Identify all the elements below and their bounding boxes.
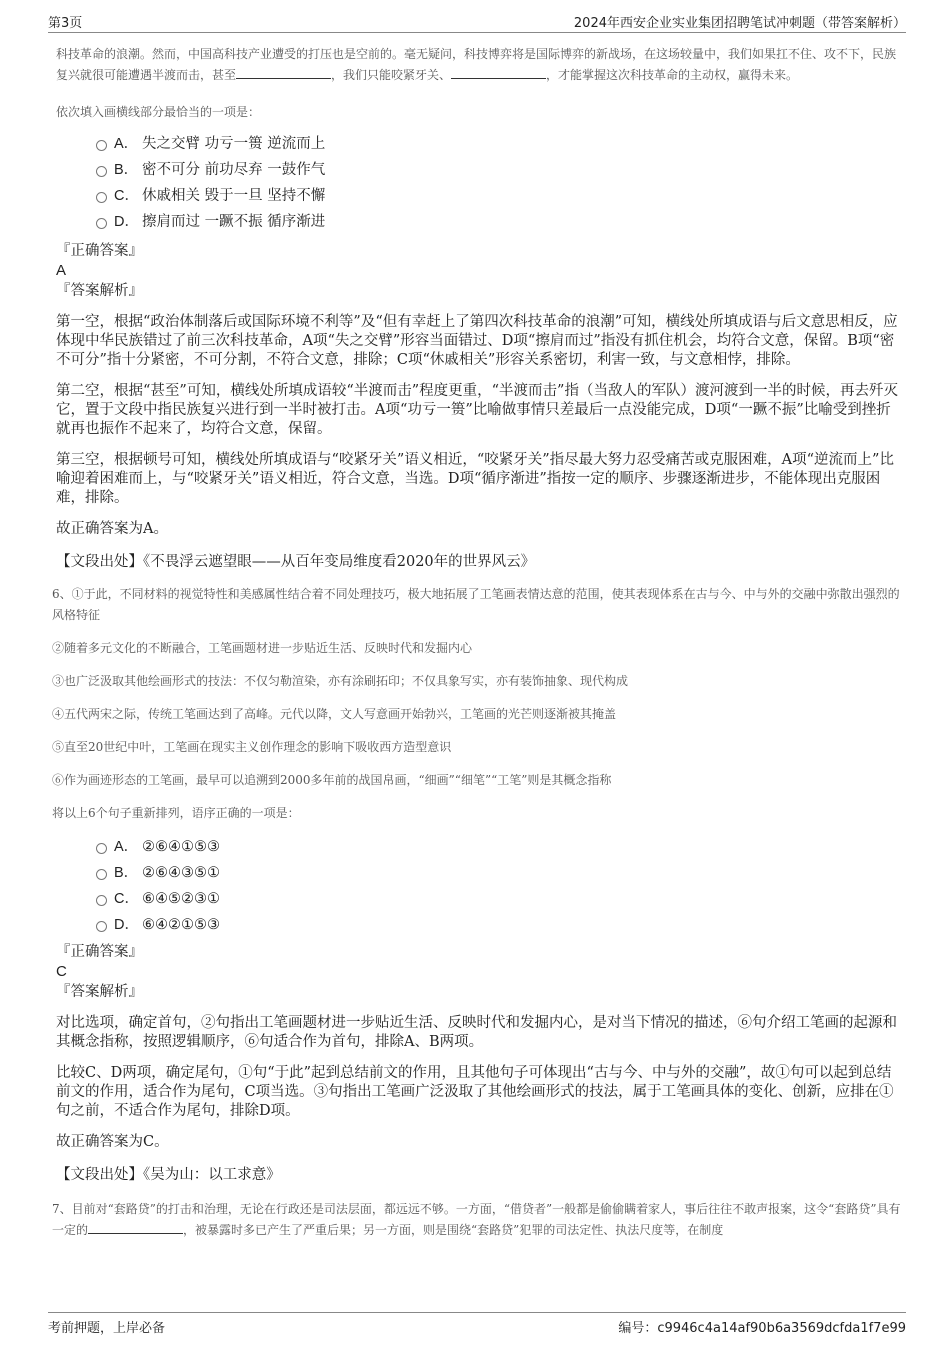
blank-2 (451, 66, 546, 79)
q5-stem-part2: ，我们只能咬紧牙关、 (331, 68, 452, 82)
radio-icon[interactable] (96, 166, 107, 177)
q5-analysis-3: 第三空，根据顿号可知，横线处所填成语与“咬紧牙关”语义相近，“咬紧牙关”指尽最大努力忍受痛苦或克服困难，A项“逆流而上”比喻迎着困难而上，与“咬紧牙关”语义相近，符合文意，当选。D项“循序渐进”指按一定的顺序、步骤逐渐进步，不能体现出克服困难，排除。 (56, 452, 894, 506)
q6-answer: C (56, 963, 67, 980)
q5-option-c[interactable]: C． 休戚相关 毁于一旦 坚持不懈 (56, 183, 902, 209)
q5-options (56, 131, 902, 235)
q5-analysis-4: 故正确答案为A。 (56, 521, 168, 537)
q6-option-c[interactable]: C． ⑥④⑤②③① (56, 886, 902, 912)
q5-answer: A (56, 262, 67, 279)
q5-analysis-2: 第二空，根据“甚至”可知，横线处所填成语较“半渡而击”程度更重，“半渡而击”指（当敌人的军队）渡河渡到一半的时候，再去歼灭它，置于文段中指民族复兴进行到一半时被打击。A项“功亏一篑”比喻做事情只差最后一点没能完成，D项“一蹶不振”比喻受到挫折就再也振作不起来了，均符合文意，保留。 (56, 383, 898, 437)
q7-stem (52, 1199, 902, 1241)
q6-option-b[interactable]: B． ②⑥④③⑤① (56, 860, 902, 886)
q7-stem-part1: 7、目前对“套路贷”的打击和治理，无论在行政还是司法层面，都远远不够。一方面，“借贷者”一般都是偷偷瞒着家人，事后往往不敢声报案，这令“套路贷”具有一定的 (52, 1202, 901, 1237)
blank-1 (236, 66, 331, 79)
q6-options (56, 834, 902, 938)
page-header (48, 10, 906, 33)
document-title: 2024年西安企业实业集团招聘笔试冲刺题（带答案解析） (573, 16, 906, 31)
q5-stem (56, 44, 902, 86)
main-content (52, 36, 902, 1241)
q6-option-d[interactable]: D． ⑥④②①⑤③ (56, 912, 902, 938)
radio-icon[interactable] (96, 921, 107, 932)
q5-prompt: 依次填入画横线部分最恰当的一项是： (56, 105, 261, 119)
q6-answer-label: 『正确答案』 (56, 944, 143, 960)
q6-analysis-1: 对比选项，确定首句，②句指出工笔画题材进一步贴近生活、反映时代和发掘内心，是对当下情况的描述，⑥句介绍工笔画的起源和其概念指称，按照逻辑顺序，⑥句适合作为首句，排除A、B两项。 (56, 1015, 897, 1050)
q6-source: 【文段出处】《吴为山：以工求意》 (56, 1167, 281, 1183)
radio-icon[interactable] (96, 895, 107, 906)
radio-icon[interactable] (96, 218, 107, 229)
q5-analysis-1: 第一空，根据“政治体制落后或国际环境不利等”及“但有幸赶上了第四次科技革命的浪潮”可知，横线处所填成语与后文意思相反，应体现中华民族错过了前三次科技革命，A项“失之交臂”形容当面错过、D项“擦肩而过”指没有抓住机会，均符合文意，保留。B项“密不可分”指十分紧密，不可分割，不符合文意，排除；C项“休戚相关”形容关系密切，利害一致，与文意相悖，排除。 (56, 314, 898, 368)
footer-slogan: 考前押题，上岸必备 (48, 1321, 166, 1336)
q5-stem-part1: 科技革命的浪潮。然而，中国高科技产业遭受的打压也是空前的。毫无疑问，科技博弈将是国际博弈的新战场，在这场较量中，我们如果扛不住、攻不下，民族复兴就很可能遭遇半渡而击，甚至 (56, 47, 897, 82)
page-number: 第3页 (48, 16, 83, 31)
q6-sentence-5: ⑤直至20世纪中叶，工笔画在现实主义创作理念的影响下吸收西方造型意识 (52, 740, 452, 754)
q6-analysis-2: 比较C、D两项，确定尾句，①句“于此”起到总结前文的作用，且其他句子可体现出“古与今、中与外的交融”，故①句可以起到总结前文的作用，适合作为尾句，C项当选。③句指出工笔画广泛汲取了其他绘画形式的技法，属于工笔画具体的变化、创新，应排在①句之前，不适合作为尾句，排除D项。 (56, 1065, 894, 1119)
q5-answer-label: 『正确答案』 (56, 243, 143, 259)
q5-stem-part3: ，才能掌握这次科技革命的主动权，赢得未来。 (546, 68, 799, 82)
q5-option-d[interactable]: D． 擦肩而过 一蹶不振 循序渐进 (56, 209, 902, 235)
radio-icon[interactable] (96, 192, 107, 203)
q6-analysis-3: 故正确答案为C。 (56, 1134, 169, 1150)
radio-icon[interactable] (96, 843, 107, 854)
q6-sentence-4: ④五代两宋之际，传统工笔画达到了高峰。元代以降，文人写意画开始勃兴，工笔画的光芒则逐渐被其掩盖 (52, 707, 617, 721)
q5-option-b[interactable]: B． 密不可分 前功尽弃 一鼓作气 (56, 157, 902, 183)
q6-sentence-1: 6、①于此，不同材料的视觉特性和美感属性结合着不同处理技巧，极大地拓展了工笔画表情达意的范围，使其表现体系在古与今、中与外的交融中弥散出强烈的风格特征 (52, 587, 900, 622)
page-footer (48, 1312, 906, 1339)
q7-stem-part2: ，被暴露时多已产生了严重后果；另一方面，则是围绕“套路贷”犯罪的司法定性、执法尺度等，在制度 (183, 1223, 724, 1237)
document-id: 编号：c9946c4a14af90b6a3569dcfda1f7e99 (618, 1321, 906, 1336)
q6-sentence-6: ⑥作为画迹形态的工笔画，最早可以追溯到2000多年前的战国帛画，“细画”“细笔”“工笔”则是其概念指称 (52, 773, 612, 787)
q6-sentence-2: ②随着多元文化的不断融合，工笔画题材进一步贴近生活、反映时代和发掘内心 (52, 641, 473, 655)
q6-analysis-label: 『答案解析』 (56, 984, 143, 1000)
radio-icon[interactable] (96, 140, 107, 151)
q5-analysis-label: 『答案解析』 (56, 283, 143, 299)
q5-source: 【文段出处】《不畏浮云遮望眼——从百年变局维度看2020年的世界风云》 (56, 554, 536, 570)
q6-sentence-3: ③也广泛汲取其他绘画形式的技法：不仅匀勒渲染，亦有涂刷拓印；不仅具象写实，亦有装饰抽象、现代构成 (52, 674, 629, 688)
q6-option-a[interactable]: A． ②⑥④①⑤③ (56, 834, 902, 860)
blank-3 (88, 1221, 183, 1234)
q6-prompt: 将以上6个句子重新排列，语序正确的一项是： (52, 806, 300, 820)
q5-option-a[interactable]: A． 失之交臂 功亏一篑 逆流而上 (56, 131, 902, 157)
radio-icon[interactable] (96, 869, 107, 880)
